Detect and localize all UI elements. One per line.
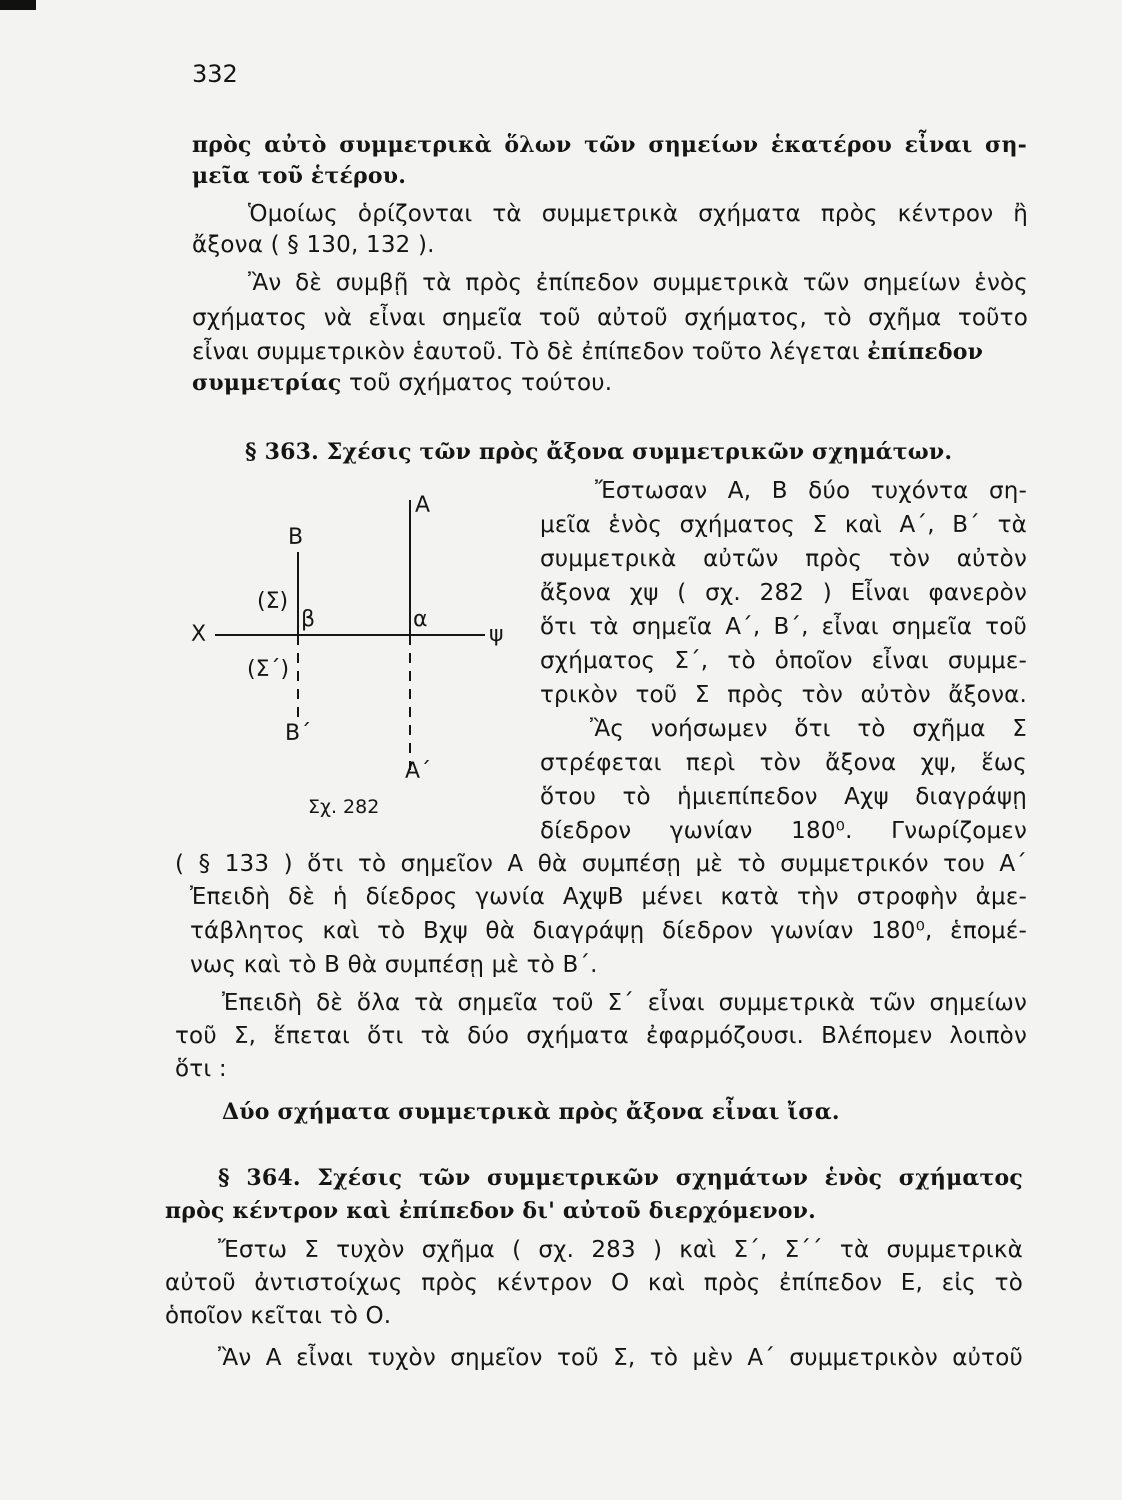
- text-line: αὐτοῦ ἀντιστοίχως πρὸς κέντρον Ο καὶ πρὸς ἐπίπεδον Ε, εἰς τὸ: [165, 1270, 1023, 1296]
- text-line: Ἂν Α εἶναι τυχὸν σημεῖον τοῦ Σ, τὸ μὲν Α΄ συμμετρικὸν αὐτοῦ: [218, 1345, 1023, 1371]
- label-b-prime: Β΄: [285, 721, 312, 746]
- section-heading-continued: πρὸς κέντρον καὶ ἐπίπεδον δι' αὐτοῦ διερχόμενον.: [165, 1198, 816, 1224]
- text-line: Ἔστω Σ τυχὸν σχῆμα ( σχ. 283 ) καὶ Σ΄, Σ΄΄ τὰ συμμετρικὰ: [218, 1237, 1023, 1263]
- text-line: σχήματος νὰ εἶναι σημεῖα τοῦ αὐτοῦ σχήματος, τὸ σχῆμα τοῦτο: [192, 305, 1028, 331]
- emphasis-term: ἐπίπεδον: [867, 339, 984, 365]
- theorem-statement: Δύο σχήματα συμμετρικὰ πρὸς ἄξονα εἶναι ἴσα.: [222, 1099, 840, 1125]
- text-line: Ἐπειδὴ δὲ ἡ δίεδρος γωνία ΑχψΒ μένει κατὰ τὴν στροφὴν ἀμε-: [190, 884, 1027, 910]
- text-line: ὅτου τὸ ἡμιεπίπεδον Αχψ διαγράψῃ: [540, 784, 1027, 810]
- figure-caption: Σχ. 282: [308, 796, 380, 818]
- text-line-mixed: [192, 368, 612, 398]
- text-line: ὅτι :: [175, 1056, 227, 1082]
- label-sigma: (Σ): [257, 589, 289, 614]
- label-beta: β: [301, 607, 316, 632]
- bold-text-line: μεῖα τοῦ ἑτέρου.: [192, 163, 407, 189]
- text-line: τάβλητος καὶ τὸ Βχψ θὰ διαγράψῃ δίεδρον γωνίαν 180⁰, ἑπομέ-: [190, 918, 1027, 944]
- text-line: νως καὶ τὸ Β θὰ συμπέσῃ μὲ τὸ Β΄.: [190, 952, 598, 978]
- text-line: Ἐπειδὴ δὲ ὅλα τὰ σημεῖα τοῦ Σ΄ εἶναι συμμετρικὰ τῶν σημείων: [222, 990, 1027, 1016]
- text-line: Ὁμοίως ὁρίζονται τὰ συμμετρικὰ σχήματα πρὸς κέντρον ἢ: [248, 201, 1028, 227]
- bold-text-line: πρὸς αὐτὸ συμμετρικὰ ὅλων τῶν σημείων ἑκατέρου εἶναι ση-: [192, 132, 1027, 158]
- text-span: εἶναι συμμετρικὸν ἑαυτοῦ. Τὸ δὲ ἐπίπεδον τοῦτο λέγεται: [192, 339, 868, 365]
- section-heading: § 364. Σχέσις τῶν συμμετρικῶν σχημάτων ἑνὸς σχήματος: [218, 1165, 1023, 1191]
- page-number: 332: [192, 60, 238, 88]
- text-line: στρέφεται περὶ τὸν ἄξονα χψ, ἕως: [540, 750, 1027, 776]
- label-psi: ψ: [489, 622, 504, 647]
- text-line: ἄξονα χψ ( σχ. 282 ) Εἶναι φανερὸν: [540, 580, 1027, 606]
- label-x: Χ: [191, 622, 207, 647]
- label-b: Β: [288, 525, 304, 550]
- text-line: μεῖα ἑνὸς σχήματος Σ καὶ Α΄, Β΄ τὰ: [540, 512, 1027, 538]
- text-line: ἄξονα ( § 130, 132 ).: [192, 232, 435, 258]
- figure-282-drawing: [185, 490, 525, 830]
- text-line: Ἂν δὲ συμβῇ τὰ πρὸς ἐπίπεδον συμμετρικὰ τῶν σημείων ἑνὸς: [248, 270, 1028, 296]
- text-line: τοῦ Σ, ἕπεται ὅτι τὰ δύο σχήματα ἐφαρμόζουσι. Βλέπομεν λοιπὸν: [175, 1023, 1027, 1049]
- text-line: συμμετρικὰ αὐτῶν πρὸς τὸν αὐτὸν: [540, 546, 1027, 572]
- text-line: Ἂς νοήσωμεν ὅτι τὸ σχῆμα Σ: [590, 716, 1027, 742]
- emphasis-term: συμμετρίας: [192, 370, 342, 396]
- text-line: ὅτι τὰ σημεῖα Α΄, Β΄, εἶναι σημεῖα τοῦ: [540, 614, 1027, 640]
- text-line: ( § 133 ) ὅτι τὸ σημεῖον Α θὰ συμπέσῃ μὲ τὸ συμμετρικόν του Α΄: [175, 851, 1027, 877]
- text-span: τοῦ σχήματος τούτου.: [341, 370, 613, 396]
- section-heading: § 363. Σχέσις τῶν πρὸς ἄξονα συμμετρικῶν σχημάτων.: [245, 439, 953, 465]
- text-line: Ἔστωσαν Α, Β δύο τυχόντα ση-: [595, 478, 1027, 504]
- text-line: τρικὸν τοῦ Σ πρὸς τὸν αὐτὸν ἄξονα.: [540, 682, 1027, 708]
- scan-corner-mark: [0, 0, 36, 10]
- figure-282: [185, 490, 525, 830]
- text-line: σχήματος Σ΄, τὸ ὁποῖον εἶναι συμμε-: [540, 648, 1027, 674]
- text-line: δίεδρον γωνίαν 180⁰. Γνωρίζομεν: [540, 818, 1027, 844]
- text-line-mixed: [192, 337, 1028, 367]
- label-a-prime: Α΄: [405, 759, 432, 784]
- label-a: Α: [415, 493, 431, 518]
- text-line: ὁποῖον κεῖται τὸ Ο.: [165, 1303, 392, 1329]
- label-alpha: α: [413, 607, 428, 632]
- label-sigma-prime: (Σ΄): [247, 657, 290, 682]
